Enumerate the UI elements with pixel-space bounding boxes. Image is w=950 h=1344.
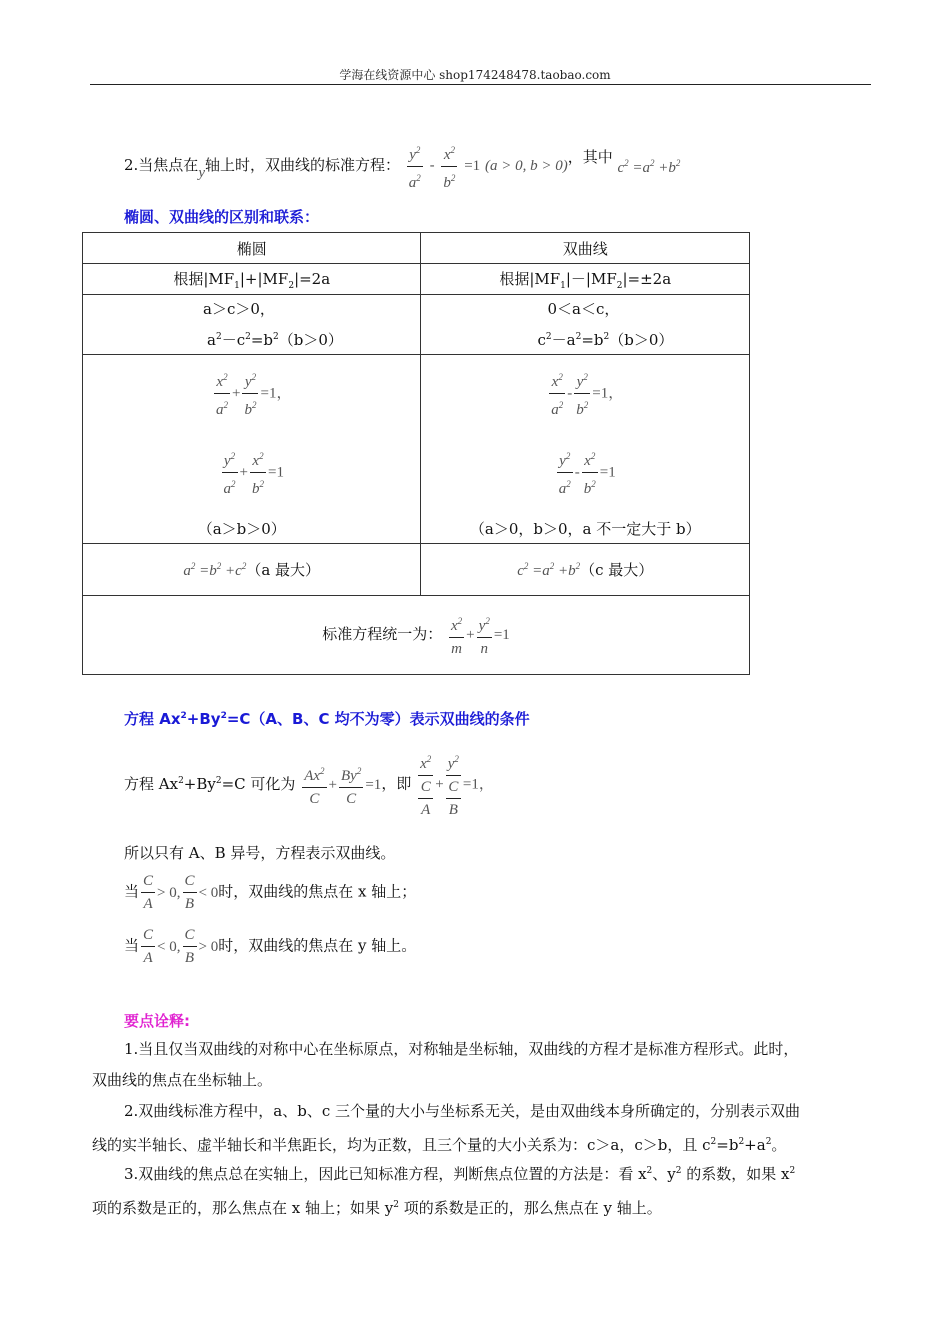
comparison-table <box>82 232 750 675</box>
ellipse-relation: a＞c＞0， $a^2-c^2=b^2(b>0)$ <box>83 295 421 355</box>
hyperbola-definition: 根据$|MF_1|-|MF_2|=\pm 2a$ <box>421 264 750 295</box>
table-title: 椭圆、双曲线的区别和联系： <box>124 208 320 226</box>
definition-row <box>83 264 750 295</box>
equation-row <box>83 355 750 544</box>
hyperbola-equations: $\frac{x^2}{a^2}$ - $\frac{y^2}{b^2}$ =1， $\frac{y^2}{a^2}$ - $\frac{x^2}{b^2}$ =1 （a＞0，b＞0，a 不一定大于 b） <box>421 355 750 544</box>
note-1: 1.当且仅当双曲线的对称中心在坐标原点，对称轴是坐标轴，双曲线的方程才是标准方程形式。此时， 双曲线的焦点在坐标轴上。 <box>92 1040 799 1089</box>
frac-x2-b2: $\frac{x^2}{b^2}$ <box>441 139 457 194</box>
notes-title: 要点诠释: <box>124 1012 190 1030</box>
note-2: 2.双曲线标准方程中，a、b、c 三个量的大小与坐标系无关，是由双曲线本身所确定的，分别表示双曲 线的实半轴长、虚半轴长和半焦距长，均为正数，且三个量的大小关系为：c＞a，c＞b，且 $c^2=b^2+a^2$。 <box>92 1102 801 1154</box>
unified-equation: 标准方程统一为： $\frac{x^2}{m}$ + $\frac{y^2}{n}$ =1 <box>83 596 750 675</box>
unified-row <box>83 596 750 675</box>
frac-y2-a2: $\frac{y^2}{a^2}$ <box>407 139 423 194</box>
largest-row <box>83 544 750 596</box>
condition-x-axis: 当 $\frac{C}{A}$ > 0, $\frac{C}{B}$ < 0时，双曲线的焦点在 x 轴上； <box>124 870 416 915</box>
condition-title: 方程 $Ax^2+By^2=C(A$、B、C 均不为零）表示双曲线的条件 <box>124 710 530 728</box>
table-head-ellipse: 椭圆 <box>83 233 421 264</box>
table-head-hyperbola: 双曲线 <box>421 233 750 264</box>
note-3: 3.双曲线的焦点总在实轴上，因此已知标准方程，判断焦点位置的方法是：看 $x^2$、$y^2$ 的系数，如果 $x^2$ 项的系数是正的，那么焦点在 x 轴上；如果 $y^2$ 项的系数是正的，那么焦点在 y 轴上。 <box>92 1165 796 1217</box>
table-header-row <box>83 233 750 264</box>
page-header: 学海在线资源中心 shop174248478.taobao.com <box>339 68 611 82</box>
hyperbola-relation: 0＜a＜c， $c^2-a^2=b^2(b>0)$ <box>421 295 750 355</box>
ellipse-equations: $\frac{x^2}{a^2}$ + $\frac{y^2}{b^2}$ =1， $\frac{y^2}{a^2}$ + $\frac{x^2}{b^2}$ =1 （a＞b＞0） <box>83 355 421 544</box>
section-2-line: 2.当焦点在y轴上时，双曲线的标准方程： $\frac{y^2}{a^2}$ - $\frac{x^2}{b^2}$ =1 (a > 0, b > 0)，其中 $c^2 =a^2 +b^2$ <box>124 138 680 194</box>
condition-y-axis: 当 $\frac{C}{A}$ < 0, $\frac{C}{B}$ > 0时，双曲线的焦点在 y 轴上。 <box>124 924 416 969</box>
header-rule <box>90 84 871 85</box>
relation-row <box>83 295 750 355</box>
condition-only: 所以只有 A、B 异号，方程表示双曲线。 <box>124 844 396 862</box>
ellipse-definition: 根据$|MF_1|+|MF_2|=2a$ <box>83 264 421 295</box>
ellipse-largest: $a^2 =b^2 +c^2(a$ 最大） <box>83 544 421 596</box>
condition-equation: 方程 $Ax^2+By^2=C$ 可化为 $\frac{Ax^2}{C}$ + $\frac{By^2}{C}$ =1，即 $x^2$ C A + $y^2$ C B =1， <box>124 748 494 821</box>
hyperbola-largest: $c^2 =a^2 +b^2(c$ 最大） <box>421 544 750 596</box>
